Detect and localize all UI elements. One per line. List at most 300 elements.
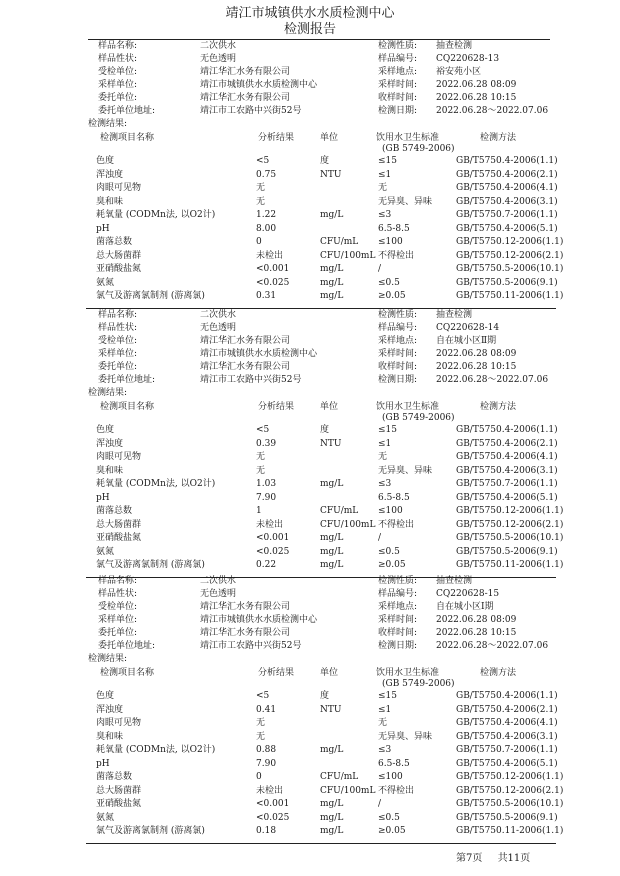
report-org-title: 靖江市城镇供水水质检测中心 xyxy=(225,6,395,21)
cell-standard: 不得检出 xyxy=(378,250,415,261)
value-test-date: 2022.06.28～2022.07.06 xyxy=(436,375,549,385)
info-row xyxy=(86,628,556,641)
cell-item-name: 浑浊度 xyxy=(96,438,124,449)
table-row xyxy=(86,183,556,197)
label-sampling-unit: 采样单位: xyxy=(98,615,138,625)
cell-result: 无 xyxy=(256,183,266,193)
label-test-date: 检测日期: xyxy=(378,106,418,116)
label-sample-name: 样品名称: xyxy=(98,576,138,586)
table-row xyxy=(86,264,564,278)
cell-result: 0.88 xyxy=(256,745,277,755)
cell-standard: 不得检出 xyxy=(378,519,415,530)
cell-result: 0.31 xyxy=(256,291,277,301)
info-row xyxy=(86,310,556,323)
sample-info xyxy=(86,41,556,132)
cell-method: GB/T5750.12-2006(2.1) xyxy=(456,519,564,530)
value-entrust-unit: 靖江华汇水务有限公司 xyxy=(200,628,291,638)
info-row xyxy=(86,323,556,336)
cell-unit: mg/L xyxy=(320,291,344,301)
cell-result: 0.75 xyxy=(256,169,277,180)
label-sampling-time: 采样时间: xyxy=(378,80,418,90)
cell-item-name: 肉眼可见物 xyxy=(96,718,142,728)
value-sample-name: 二次供水 xyxy=(200,310,237,320)
cell-result: 0 xyxy=(256,772,262,782)
cell-method: GB/T5750.4-2006(5.1) xyxy=(456,492,558,503)
cell-unit: 度 xyxy=(320,691,330,701)
label-sample-no: 样品编号: xyxy=(378,589,418,599)
table-row xyxy=(86,224,556,238)
cell-unit: mg/L xyxy=(320,799,344,809)
cell-result: 1.22 xyxy=(256,210,277,220)
cell-standard: 无异臭、异味 xyxy=(378,465,433,476)
cell-unit: CFU/100mL xyxy=(320,519,376,530)
value-sample-prop: 无色透明 xyxy=(200,589,237,599)
cell-standard: / xyxy=(378,533,382,543)
cell-standard: 6.5-8.5 xyxy=(378,758,410,769)
cell-method: GB/T5750.5-2006(9.1) xyxy=(456,546,558,557)
label-receive-time: 收样时间: xyxy=(378,362,418,372)
info-row xyxy=(86,375,556,388)
label-client-unit: 受检单位: xyxy=(98,67,138,77)
value-sample-no: CQ220628-14 xyxy=(436,323,500,333)
page-footer xyxy=(456,853,542,864)
cell-result: 0.41 xyxy=(256,704,277,715)
table-row xyxy=(86,425,556,439)
cell-unit: 度 xyxy=(320,425,330,435)
label-sampling-time: 采样时间: xyxy=(378,615,418,625)
results-table xyxy=(86,691,564,840)
table-header xyxy=(86,401,556,425)
value-sample-name: 二次供水 xyxy=(200,41,237,51)
cell-result: 0.22 xyxy=(256,560,277,570)
cell-result: <0.025 xyxy=(256,812,290,823)
label-sample-prop: 样品性状: xyxy=(98,54,138,64)
report-title: 检测报告 xyxy=(283,22,336,37)
results-label: 检测结果: xyxy=(88,388,128,398)
label-test-date: 检测日期: xyxy=(378,641,418,651)
table-row xyxy=(86,278,556,292)
cell-unit: NTU xyxy=(320,169,342,180)
label-sample-name: 样品名称: xyxy=(98,310,138,320)
cell-result: 未检出 xyxy=(256,519,284,530)
cell-standard: 不得检出 xyxy=(378,785,415,796)
label-entrust-unit: 委托单位: xyxy=(98,628,138,638)
table-row xyxy=(86,210,556,224)
table-row xyxy=(86,439,556,453)
cell-method: GB/T5750.11-2006(1.1) xyxy=(456,560,564,570)
col-standard-subheader: (GB 5749-2006) xyxy=(382,144,455,154)
cell-method: GB/T5750.4-2006(3.1) xyxy=(456,465,558,476)
cell-result: 无 xyxy=(256,731,266,742)
col-result-header: 分析结果 xyxy=(258,133,295,143)
label-sampling-time: 采样时间: xyxy=(378,349,418,359)
cell-item-name: 菌落总数 xyxy=(96,506,133,516)
info-row xyxy=(86,589,556,602)
cell-item-name: 色度 xyxy=(96,156,115,166)
value-test-date: 2022.06.28～2022.07.06 xyxy=(436,106,549,116)
cell-result: 未检出 xyxy=(256,785,284,796)
label-entrust-unit: 委托单位: xyxy=(98,93,138,103)
cell-item-name: 臭和味 xyxy=(96,731,124,742)
table-row xyxy=(86,493,556,507)
report-section xyxy=(86,310,564,574)
table-row xyxy=(86,506,564,520)
table-header xyxy=(86,132,556,156)
value-entrust-addr: 靖江市工农路中兴街52号 xyxy=(200,641,302,651)
label-entrust-addr: 委托单位地址: xyxy=(98,375,156,385)
cell-method: GB/T5750.4-2006(1.1) xyxy=(456,691,558,701)
cell-method: GB/T5750.4-2006(4.1) xyxy=(456,452,558,462)
cell-method: GB/T5750.12-2006(1.1) xyxy=(456,772,564,782)
col-unit-header: 单位 xyxy=(320,133,339,143)
cell-result: <5 xyxy=(256,156,270,166)
label-sample-prop: 样品性状: xyxy=(98,323,138,333)
cell-result: 0.18 xyxy=(256,826,277,836)
col-method-header: 检测方法 xyxy=(480,133,517,143)
label-sampling-site: 采样地点: xyxy=(378,602,418,612)
cell-result: <5 xyxy=(256,691,270,701)
cell-standard: ≥0.05 xyxy=(378,291,406,301)
cell-result: <0.001 xyxy=(256,264,290,274)
table-row xyxy=(86,785,564,800)
value-entrust-unit: 靖江华汇水务有限公司 xyxy=(200,362,291,372)
cell-method: GB/T5750.5-2006(10.1) xyxy=(456,799,564,809)
results-label: 检测结果: xyxy=(88,654,128,664)
cell-method: GB/T5750.4-2006(4.1) xyxy=(456,718,558,728)
table-row xyxy=(86,533,564,547)
results-table xyxy=(86,156,564,305)
cell-method: GB/T5750.12-2006(2.1) xyxy=(456,785,564,796)
value-sampling-time: 2022.06.28 08:09 xyxy=(436,349,517,359)
table-row xyxy=(86,519,564,534)
label-entrust-addr: 委托单位地址: xyxy=(98,641,156,651)
cell-method: GB/T5750.4-2006(1.1) xyxy=(456,425,558,435)
col-unit-header: 单位 xyxy=(320,402,339,412)
table-row xyxy=(86,759,556,773)
cell-method: GB/T5750.5-2006(9.1) xyxy=(456,812,558,823)
cell-result: <0.025 xyxy=(256,546,290,557)
label-sample-prop: 样品性状: xyxy=(98,589,138,599)
value-client-unit: 靖江华汇水务有限公司 xyxy=(200,602,291,612)
cell-standard: ≤0.5 xyxy=(378,812,400,823)
cell-item-name: 耗氧量 (CODMn法, 以O2计) xyxy=(96,745,216,755)
info-row xyxy=(86,336,556,349)
cell-item-name: 色度 xyxy=(96,425,115,435)
label-sampling-site: 采样地点: xyxy=(378,336,418,346)
cell-result: 0.39 xyxy=(256,438,277,449)
cell-standard: ≤100 xyxy=(378,237,403,247)
info-row xyxy=(86,602,556,615)
label-test-date: 检测日期: xyxy=(378,375,418,385)
value-test-date: 2022.06.28～2022.07.06 xyxy=(436,641,549,651)
col-standard-header: 饮用水卫生标准 xyxy=(376,668,440,678)
info-row xyxy=(86,106,556,119)
cell-result: 无 xyxy=(256,196,266,207)
value-test-nature: 抽查检测 xyxy=(436,310,473,320)
top-rule xyxy=(88,39,550,40)
cell-item-name: 总大肠菌群 xyxy=(96,785,142,796)
cell-result: 无 xyxy=(256,465,266,476)
report-section xyxy=(86,41,564,305)
cell-method: GB/T5750.7-2006(1.1) xyxy=(456,210,558,220)
label-receive-time: 收样时间: xyxy=(378,628,418,638)
cell-unit: mg/L xyxy=(320,745,344,755)
value-entrust-unit: 靖江华汇水务有限公司 xyxy=(200,93,291,103)
cell-standard: 无异臭、异味 xyxy=(378,196,433,207)
cell-method: GB/T5750.7-2006(1.1) xyxy=(456,479,558,489)
cell-item-name: 色度 xyxy=(96,691,115,701)
page-total: 共11页 xyxy=(497,853,531,864)
value-sample-no: CQ220628-13 xyxy=(436,54,500,64)
cell-standard: 6.5-8.5 xyxy=(378,492,410,503)
section-divider xyxy=(86,308,556,309)
cell-unit: NTU xyxy=(320,438,342,449)
cell-unit: mg/L xyxy=(320,826,344,836)
cell-unit: CFU/mL xyxy=(320,237,359,247)
cell-item-name: 浑浊度 xyxy=(96,169,124,180)
cell-item-name: 总大肠菌群 xyxy=(96,519,142,530)
table-row xyxy=(86,197,556,211)
label-client-unit: 受检单位: xyxy=(98,336,138,346)
cell-result: 8.00 xyxy=(256,223,277,234)
cell-item-name: 肉眼可见物 xyxy=(96,183,142,193)
table-row xyxy=(86,745,556,759)
cell-standard: ≤3 xyxy=(378,745,392,755)
cell-unit: mg/L xyxy=(320,546,344,557)
col-result-header: 分析结果 xyxy=(258,402,295,412)
value-receive-time: 2022.06.28 10:15 xyxy=(436,93,517,103)
info-row xyxy=(86,80,556,93)
table-row xyxy=(86,466,556,480)
label-entrust-addr: 委托单位地址: xyxy=(98,106,156,116)
cell-item-name: 氯气及游离氯制剂 (游离氯) xyxy=(96,560,205,570)
cell-method: GB/T5750.12-2006(1.1) xyxy=(456,237,564,247)
cell-unit: mg/L xyxy=(320,277,344,288)
table-row xyxy=(86,156,556,170)
label-sample-no: 样品编号: xyxy=(378,54,418,64)
cell-standard: ≤1 xyxy=(378,438,392,449)
info-row xyxy=(86,349,556,362)
cell-result: 1.03 xyxy=(256,479,277,489)
cell-unit: mg/L xyxy=(320,812,344,823)
col-standard-subheader: (GB 5749-2006) xyxy=(382,413,455,423)
value-sample-name: 二次供水 xyxy=(200,576,237,586)
page-number: 第7页 xyxy=(456,853,483,864)
cell-standard: ≤15 xyxy=(378,156,397,166)
info-row xyxy=(86,362,556,375)
value-sampling-time: 2022.06.28 08:09 xyxy=(436,80,517,90)
label-sample-no: 样品编号: xyxy=(378,323,418,333)
value-sampling-site: 自在城小区Ⅰ期 xyxy=(436,602,494,612)
cell-item-name: 浑浊度 xyxy=(96,704,124,715)
table-row xyxy=(86,237,564,251)
cell-item-name: 亚硝酸盐氮 xyxy=(96,533,142,543)
cell-method: GB/T5750.4-2006(2.1) xyxy=(456,169,558,180)
cell-item-name: 菌落总数 xyxy=(96,237,133,247)
cell-result: <0.001 xyxy=(256,799,290,809)
cell-result: <0.001 xyxy=(256,533,290,543)
value-entrust-addr: 靖江市工农路中兴街52号 xyxy=(200,106,302,116)
cell-item-name: 亚硝酸盐氮 xyxy=(96,799,142,809)
col-unit-header: 单位 xyxy=(320,668,339,678)
cell-item-name: 氨氮 xyxy=(96,277,115,288)
results-table xyxy=(86,425,564,574)
cell-standard: ≤0.5 xyxy=(378,277,400,288)
cell-result: <5 xyxy=(256,425,270,435)
cell-standard: / xyxy=(378,264,382,274)
label-sampling-site: 采样地点: xyxy=(378,67,418,77)
col-item-header: 检测项目名称 xyxy=(100,402,155,412)
table-row xyxy=(86,560,564,574)
cell-method: GB/T5750.5-2006(10.1) xyxy=(456,264,564,274)
cell-standard: ≤1 xyxy=(378,169,392,180)
cell-standard: ≤15 xyxy=(378,425,397,435)
info-row xyxy=(86,41,556,54)
value-sample-no: CQ220628-15 xyxy=(436,589,500,599)
col-standard-header: 饮用水卫生标准 xyxy=(376,133,440,143)
cell-method: GB/T5750.4-2006(1.1) xyxy=(456,156,558,166)
value-sampling-unit: 靖江市城镇供水水质检测中心 xyxy=(200,349,318,359)
cell-method: GB/T5750.4-2006(4.1) xyxy=(456,183,558,193)
table-row xyxy=(86,732,556,746)
table-row xyxy=(86,772,564,786)
table-row xyxy=(86,799,564,813)
value-receive-time: 2022.06.28 10:15 xyxy=(436,362,517,372)
table-row xyxy=(86,826,564,840)
value-sampling-site: 自在城小区Ⅱ期 xyxy=(436,336,497,346)
col-standard-header: 饮用水卫生标准 xyxy=(376,402,440,412)
results-label: 检测结果: xyxy=(88,119,128,129)
cell-method: GB/T5750.5-2006(9.1) xyxy=(456,277,558,288)
report-section xyxy=(86,576,564,840)
col-item-header: 检测项目名称 xyxy=(100,133,155,143)
table-row xyxy=(86,452,556,466)
cell-method: GB/T5750.11-2006(1.1) xyxy=(456,826,564,836)
cell-standard: 6.5-8.5 xyxy=(378,223,410,234)
cell-standard: ≤3 xyxy=(378,210,392,220)
label-test-nature: 检测性质: xyxy=(378,576,418,586)
value-sampling-unit: 靖江市城镇供水水质检测中心 xyxy=(200,615,318,625)
cell-standard: 无 xyxy=(378,718,388,728)
info-row xyxy=(86,641,556,654)
cell-standard: ≥0.05 xyxy=(378,560,406,570)
cell-result: 无 xyxy=(256,718,266,728)
col-standard-subheader: (GB 5749-2006) xyxy=(382,679,455,689)
cell-result: 无 xyxy=(256,452,266,462)
label-sampling-unit: 采样单位: xyxy=(98,349,138,359)
label-sampling-unit: 采样单位: xyxy=(98,80,138,90)
cell-unit: mg/L xyxy=(320,533,344,543)
cell-unit: CFU/100mL xyxy=(320,250,376,261)
value-sampling-unit: 靖江市城镇供水水质检测中心 xyxy=(200,80,318,90)
value-sampling-site: 裕安苑小区 xyxy=(436,67,482,77)
cell-standard: ≤100 xyxy=(378,506,403,516)
cell-result: 0 xyxy=(256,237,262,247)
cell-method: GB/T5750.4-2006(3.1) xyxy=(456,731,558,742)
cell-unit: CFU/mL xyxy=(320,506,359,516)
cell-method: GB/T5750.4-2006(3.1) xyxy=(456,196,558,207)
cell-standard: 无异臭、异味 xyxy=(378,731,433,742)
cell-method: GB/T5750.12-2006(2.1) xyxy=(456,250,564,261)
cell-standard: ≤15 xyxy=(378,691,397,701)
cell-standard: ≤100 xyxy=(378,772,403,782)
cell-item-name: 耗氧量 (CODMn法, 以O2计) xyxy=(96,479,216,489)
label-sample-name: 样品名称: xyxy=(98,41,138,51)
col-method-header: 检测方法 xyxy=(480,402,517,412)
table-row xyxy=(86,250,564,265)
sample-info xyxy=(86,576,556,667)
value-entrust-addr: 靖江市工农路中兴街52号 xyxy=(200,375,302,385)
cell-method: GB/T5750.4-2006(5.1) xyxy=(456,223,558,234)
cell-result: 7.90 xyxy=(256,492,277,503)
cell-unit: mg/L xyxy=(320,210,344,220)
value-client-unit: 靖江华汇水务有限公司 xyxy=(200,67,291,77)
cell-result: 7.90 xyxy=(256,758,277,769)
label-receive-time: 收样时间: xyxy=(378,93,418,103)
cell-item-name: 亚硝酸盐氮 xyxy=(96,264,142,274)
table-row xyxy=(86,291,564,305)
cell-item-name: 氨氮 xyxy=(96,812,115,823)
cell-standard: 无 xyxy=(378,452,388,462)
cell-standard: 无 xyxy=(378,183,388,193)
value-sample-prop: 无色透明 xyxy=(200,323,237,333)
cell-item-name: 菌落总数 xyxy=(96,772,133,782)
cell-standard: ≥0.05 xyxy=(378,826,406,836)
cell-unit: CFU/mL xyxy=(320,772,359,782)
table-row xyxy=(86,479,556,493)
cell-item-name: 臭和味 xyxy=(96,465,124,476)
info-row xyxy=(86,93,556,106)
sample-info xyxy=(86,310,556,401)
cell-result: <0.025 xyxy=(256,277,290,288)
cell-method: GB/T5750.7-2006(1.1) xyxy=(456,745,558,755)
info-row xyxy=(86,67,556,80)
col-result-header: 分析结果 xyxy=(258,668,295,678)
value-receive-time: 2022.06.28 10:15 xyxy=(436,628,517,638)
cell-item-name: pH xyxy=(96,223,110,234)
cell-method: GB/T5750.5-2006(10.1) xyxy=(456,533,564,543)
value-test-nature: 抽查检测 xyxy=(436,41,473,51)
cell-unit: mg/L xyxy=(320,560,344,570)
cell-method: GB/T5750.4-2006(2.1) xyxy=(456,704,558,715)
cell-unit: mg/L xyxy=(320,264,344,274)
cell-unit: mg/L xyxy=(320,479,344,489)
table-row xyxy=(86,170,556,184)
cell-item-name: pH xyxy=(96,492,110,503)
cell-standard: / xyxy=(378,799,382,809)
cell-unit: 度 xyxy=(320,156,330,166)
cell-method: GB/T5750.12-2006(1.1) xyxy=(456,506,564,516)
table-header xyxy=(86,667,556,691)
table-row xyxy=(86,705,556,719)
cell-result: 未检出 xyxy=(256,250,284,261)
cell-result: 1 xyxy=(256,506,262,516)
value-client-unit: 靖江华汇水务有限公司 xyxy=(200,336,291,346)
cell-item-name: 肉眼可见物 xyxy=(96,452,142,462)
info-row xyxy=(86,54,556,67)
cell-item-name: 总大肠菌群 xyxy=(96,250,142,261)
cell-item-name: 臭和味 xyxy=(96,196,124,207)
label-test-nature: 检测性质: xyxy=(378,41,418,51)
table-row xyxy=(86,718,556,732)
info-row xyxy=(86,615,556,628)
cell-standard: ≤3 xyxy=(378,479,392,489)
col-item-header: 检测项目名称 xyxy=(100,668,155,678)
label-client-unit: 受检单位: xyxy=(98,602,138,612)
cell-item-name: pH xyxy=(96,758,110,769)
value-sampling-time: 2022.06.28 08:09 xyxy=(436,615,517,625)
cell-item-name: 氨氮 xyxy=(96,546,115,557)
